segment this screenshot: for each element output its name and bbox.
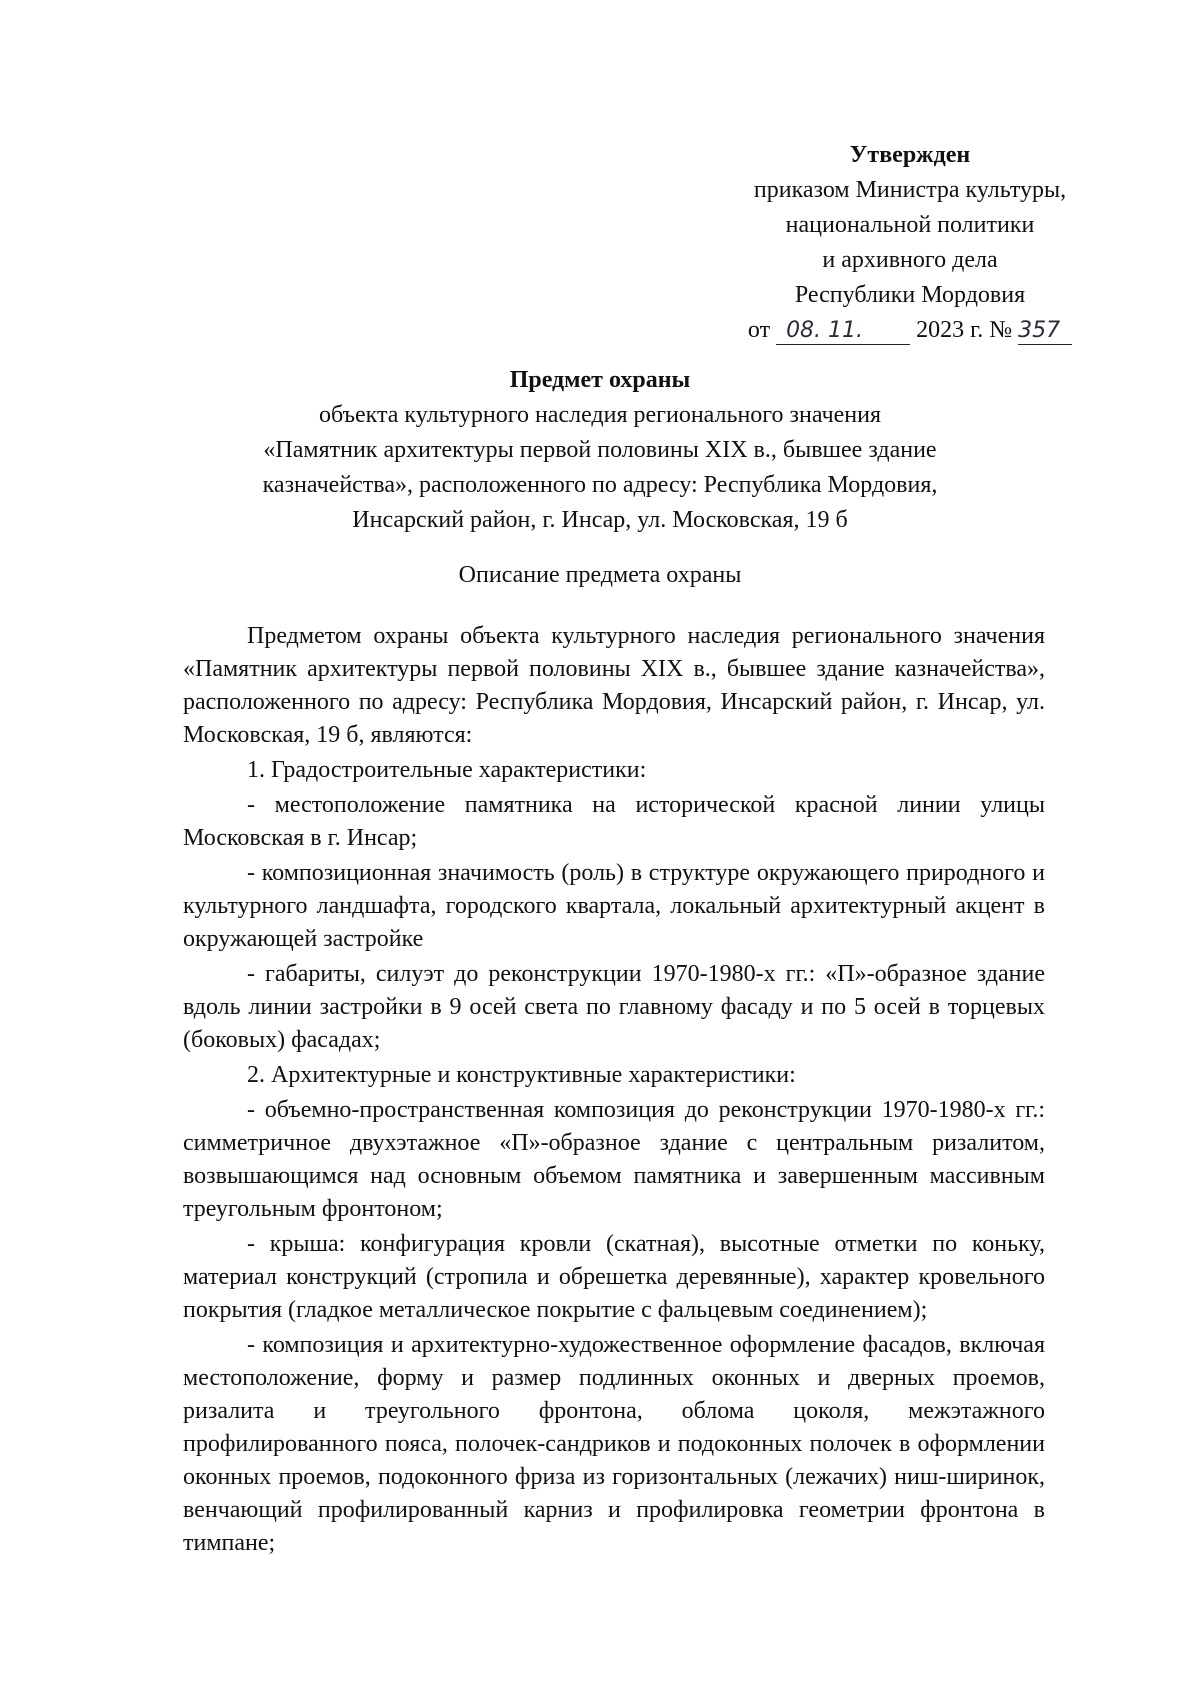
body-paragraph: - объемно-пространственная композиция до реконструкции 1970-1980-х гг.: симметричное двухэтажное «П»-образное здание с центральным ризалитом, возвышающимся над основным объемом памятника и завершенным массивным треугольным фронтоном; <box>183 1097 1045 1222</box>
body-paragraph: - композиционная значимость (роль) в структуре окружающего природного и культурного ландшафта, городского квартала, локальный архитектурный акцент в окружающей застройке <box>183 860 1045 952</box>
approval-line: приказом Министра культуры, <box>753 177 1067 203</box>
body-paragraph: Предметом охраны объекта культурного наследия регионального значения «Памятник архитектуры первой половины XIX в., бывшее здание казначейства», расположенного по адресу: Республика Мордовия, Инсарский район, г. Инсар, ул. Московская, 19 б, являются: <box>183 623 1045 748</box>
approval-date-line <box>700 313 1120 348</box>
approval-title: Утвержден <box>849 142 971 168</box>
body-paragraph: 2. Архитектурные и конструктивные характеристики: <box>247 1062 796 1088</box>
header-line: Инсарский район, г. Инсар, ул. Московская, 19 б <box>352 507 848 533</box>
body-paragraph: - местоположение памятника на исторической красной линии улицы Московская в г. Инсар; <box>183 792 1045 851</box>
date-prefix: от <box>747 317 771 343</box>
body-paragraph: - композиция и архитектурно-художественное оформление фасадов, включая местоположение, форму и размер подлинных оконных и дверных проемов, ризалита и треугольного фронтона, облома цоколя, межэтажного профилированного пояса, полочек-сандриков и подоконных полочек в оформлении оконных проемов, подоконного фриза из горизонтальных (лежачих) ниш-ширинок, венчающий профилированный карниз и профилировка геометрии фронтона в тимпане; <box>183 1332 1045 1556</box>
body-paragraph: - габариты, силуэт до реконструкции 1970-1980-х гг.: «П»-образное здание вдоль линии застройки в 9 осей света по главному фасаду и по 5 осей в торцевых (боковых) фасадах; <box>183 961 1045 1053</box>
handwritten-number: 357 <box>1018 318 1061 343</box>
document-title: Предмет охраны <box>509 367 691 393</box>
document-body <box>183 620 1045 1560</box>
handwritten-date: 08. 11. <box>786 318 864 343</box>
approval-line: и архивного дела <box>822 247 998 273</box>
approval-block <box>700 138 1120 348</box>
document-header <box>160 363 1040 538</box>
date-blank <box>776 317 910 345</box>
approval-line: национальной политики <box>785 212 1035 238</box>
year-text: 2023 г. № <box>916 317 1013 343</box>
body-paragraph: - крыша: конфигурация кровли (скатная), высотные отметки по коньку, материал конструкций (стропила и обрешетка деревянные), характер кровельного покрытия (гладкое металлическое покрытие с фальцевым соединением); <box>183 1231 1045 1323</box>
body-paragraph: 1. Градостроительные характеристики: <box>247 757 647 783</box>
header-line: «Памятник архитектуры первой половины XIX в., бывшее здание <box>263 437 937 463</box>
approval-line: Республики Мордовия <box>794 282 1026 308</box>
number-blank <box>1018 317 1072 345</box>
header-line: казначейства», расположенного по адресу: Республика Мордовия, <box>262 472 938 498</box>
header-line: объекта культурного наследия регионального значения <box>318 402 882 428</box>
section-title: Описание предмета охраны <box>458 562 742 588</box>
